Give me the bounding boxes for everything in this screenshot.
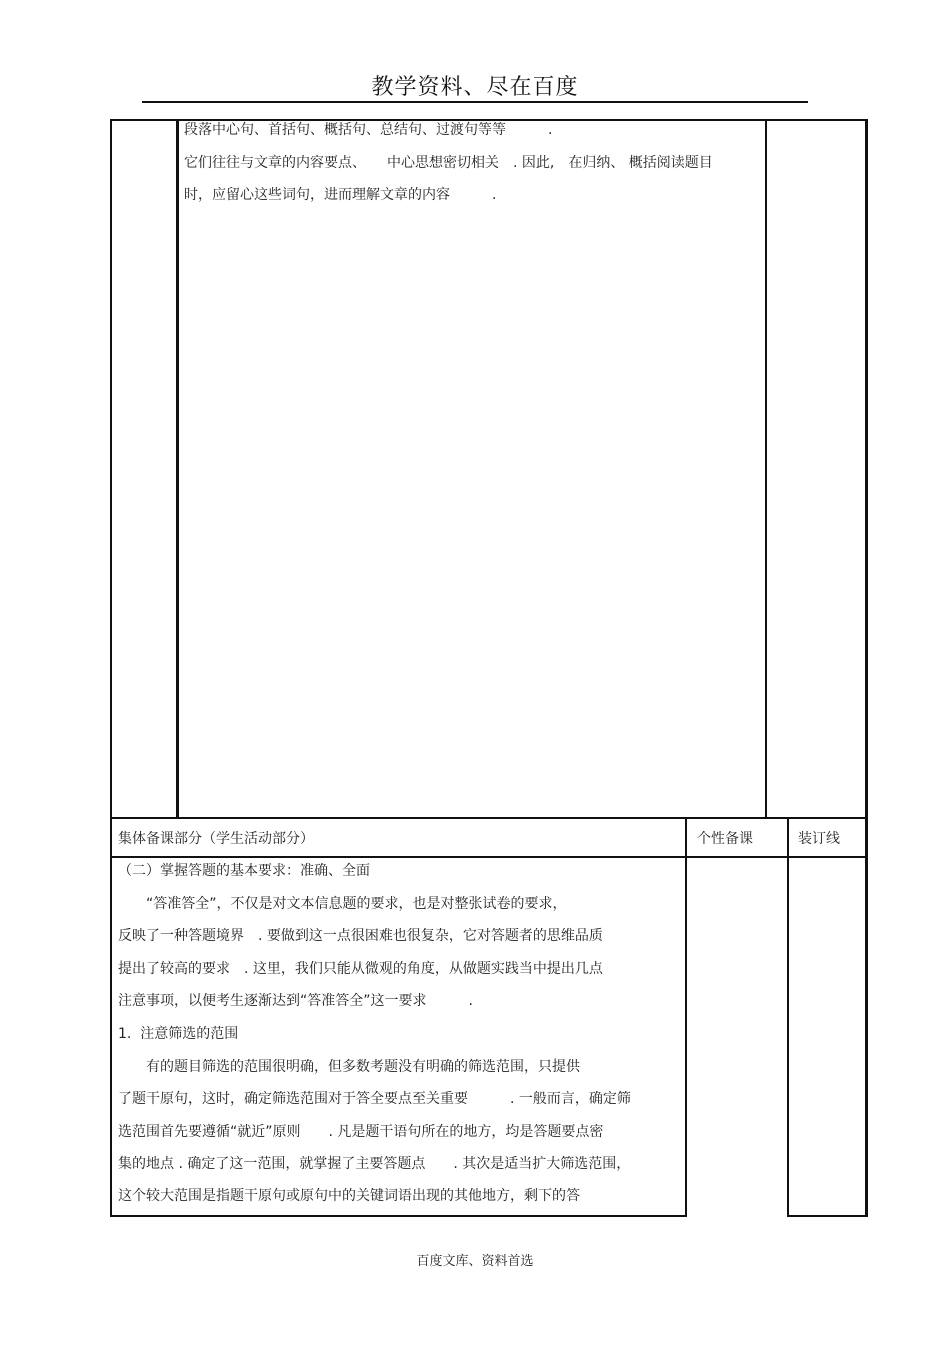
- section2-line-3: 反映了一种答题境界 . 要做到这一点很困难也很复杂，它对答题者的思维品质: [118, 928, 603, 944]
- table-header-personal: 个性备课: [697, 831, 753, 847]
- section1-line-1: 段落中心句、首括句、概括句、总结句、过渡句等等 .: [184, 122, 553, 138]
- table1-col-divider-right: [765, 119, 767, 819]
- table2-bottom-border-main: [110, 1215, 687, 1217]
- table1-left-border: [110, 119, 112, 819]
- section2-line-1: （二）掌握答题的基本要求：准确、全面: [118, 863, 370, 879]
- section1-line-2: 它们往往与文章的内容要点、 中心思想密切相关 . 因此, 在归纳、 概括阅读题目: [184, 155, 713, 171]
- section2-line-7: 有的题目筛选的范围很明确，但多数考题没有明确的筛选范围，只提供: [118, 1059, 580, 1075]
- table2-col-divider-personal: [685, 817, 687, 1217]
- section2-line-10: 集的地点 . 确定了这一范围，就掌握了主要答题点 . 其次是适当扩大筛选范围，: [118, 1156, 631, 1172]
- table1-right-border: [865, 119, 868, 819]
- table2-col-divider-binding: [787, 817, 789, 1217]
- table-header-main: 集体备课部分（学生活动部分）: [118, 831, 314, 847]
- page-footer: 百度文库、资料首选: [416, 1254, 534, 1269]
- table1-top-border: [110, 119, 868, 121]
- section2-line-4: 提出了较高的要求 . 这里，我们只能从微观的角度，从做题实践当中提出几点: [118, 961, 603, 977]
- table2-header-bottom: [110, 856, 868, 858]
- table2-left-border: [110, 817, 112, 1217]
- section2-line-8: 了题干原句，这时，确定筛选范围对于答全要点至关重要 . 一般而言，确定筛: [118, 1091, 631, 1107]
- table-header-binding: 装订线: [798, 831, 840, 847]
- section2-line-5: 注意事项，以便考生逐渐达到“答准答全”这一要求 .: [118, 993, 473, 1009]
- section1-line-3: 时，应留心这些词句，进而理解文章的内容 .: [184, 187, 497, 203]
- page-header-title: 教学资料、尽在百度: [371, 75, 579, 100]
- section2-heading-1: 1. 注意筛选的范围: [118, 1026, 239, 1042]
- table1-col-divider-left: [176, 119, 179, 819]
- section2-line-11: 这个较大范围是指题干原句或原句中的关键词语出现的其他地方，剩下的答: [118, 1188, 580, 1204]
- section2-line-9: 选范围首先要遵循“就近”原则 . 凡是题干语句所在的地方，均是答题要点密: [118, 1124, 604, 1140]
- section2-line-2: “答准答全”，不仅是对文本信息题的要求，也是对整张试卷的要求，: [118, 896, 567, 912]
- table1-bottom-border: [110, 817, 868, 819]
- table2-right-border: [865, 817, 868, 1217]
- header-divider: [142, 101, 808, 103]
- table2-bottom-border-binding: [787, 1215, 868, 1217]
